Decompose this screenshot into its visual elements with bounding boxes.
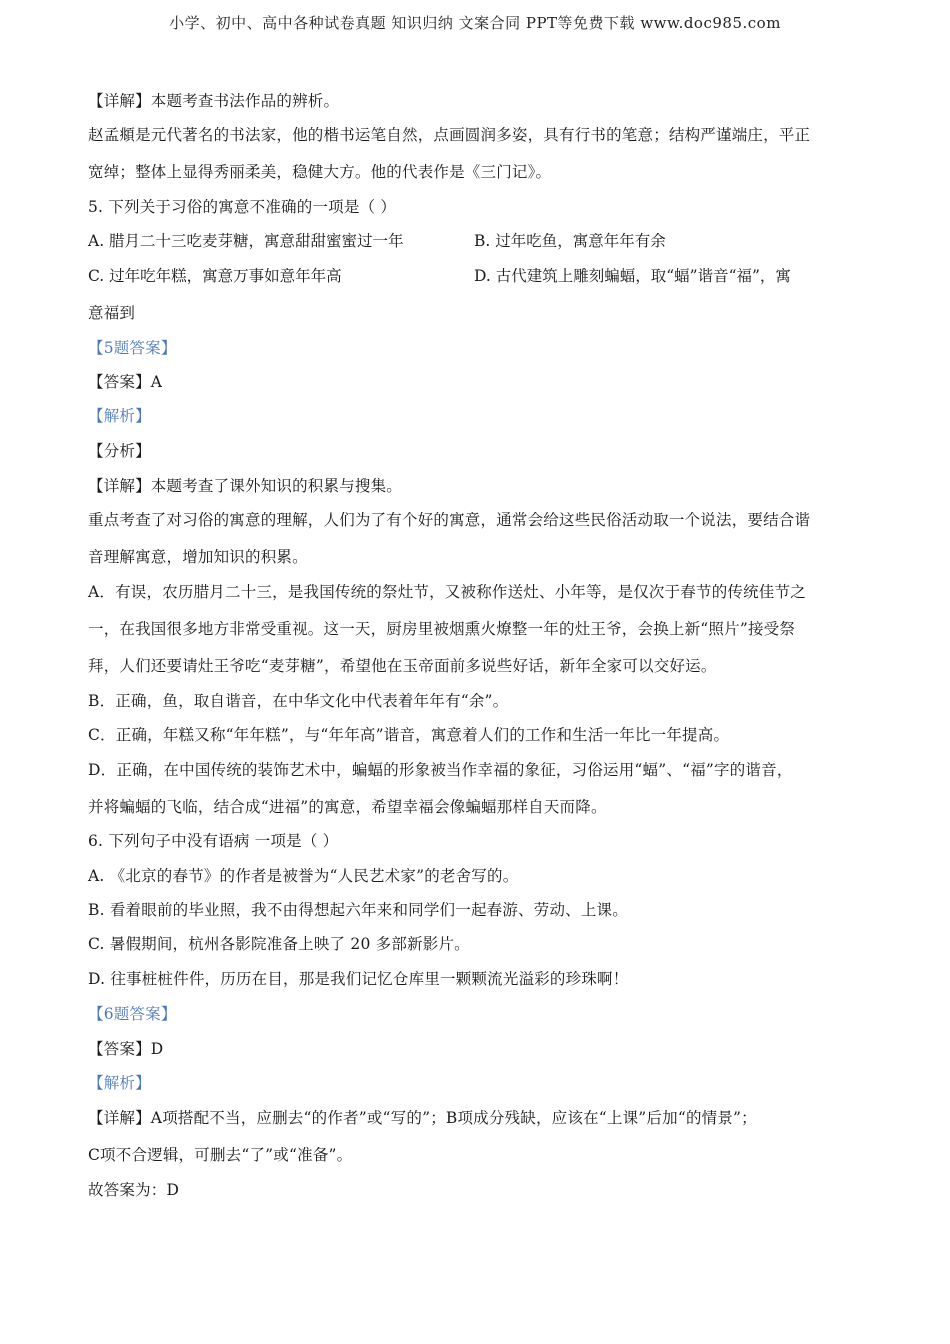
- page-header: 小学、初中、高中各种试卷真题 知识归纳 文案合同 PPT等免费下载 www.doc985.com: [169, 14, 781, 32]
- q6-conclusion: 故答案为：D: [88, 1181, 180, 1199]
- q5-explain-a-line3: 拜，人们还要请灶王爷吃“麦芽糖”，希望他在玉帝面前多说些好话，新年全家可以交好运。: [88, 657, 717, 675]
- q5-explain-c: C．正确，年糕又称“年年糕”，与“年年高”谐音，寓意着人们的工作和生活一年比一年提高。: [88, 726, 730, 744]
- question-6: 6. 下列句子中没有语病 一项是（ ）: [88, 832, 339, 850]
- q5-detail: 【详解】本题考查了课外知识的积累与搜集。: [88, 477, 403, 495]
- q5-explain-b: B．正确，鱼，取自谐音，在中华文化中代表着年年有“余”。: [88, 692, 509, 710]
- question-5: 5. 下列关于习俗的寓意不准确的一项是（ ）: [88, 198, 397, 216]
- q5-option-d-continued: 意福到: [88, 304, 136, 322]
- q6-option-b: B. 看着眼前的毕业照，我不由得想起六年来和同学们一起春游、劳动、上课。: [88, 901, 628, 919]
- q5-explain-a-line1: A．有误，农历腊月二十三，是我国传统的祭灶节，又被称作送灶、小年等，是仅次于春节的传统佳节之: [88, 583, 806, 601]
- q5-fenxi: 【分析】: [88, 442, 151, 460]
- q6-analysis-header: 【解析】: [88, 1074, 151, 1092]
- q5-option-b: B. 过年吃鱼，寓意年年有余: [474, 232, 666, 250]
- q6-answer-header: 【6题答案】: [88, 1005, 177, 1023]
- q5-analysis-header: 【解析】: [88, 407, 151, 425]
- q6-detail-line1: 【详解】A项搭配不当，应删去“的作者”或“写的”；B项成分残缺，应该在“上课”后加“的情景”；: [88, 1109, 757, 1127]
- q6-option-a: A. 《北京的春节》的作者是被誉为“人民艺术家”的老舍写的。: [88, 867, 519, 885]
- q5-option-a: A. 腊月二十三吃麦芽糖，寓意甜甜蜜蜜过一年: [88, 232, 404, 250]
- q6-detail-line2: C项不合逻辑，可删去“了”或“准备”。: [88, 1146, 353, 1164]
- prev-paragraph-line1: 赵孟頫是元代著名的书法家，他的楷书运笔自然，点画圆润多姿，具有行书的笔意；结构严谨端庄，平正: [88, 126, 811, 144]
- q6-answer: 【答案】D: [88, 1040, 164, 1058]
- prev-detail: 【详解】本题考查书法作品的辨析。: [88, 92, 340, 110]
- q5-explain-d-line1: D．正确，在中国传统的装饰艺术中，蝙蝠的形象被当作幸福的象征，习俗运用“蝠”、“福”字的谐音，: [88, 761, 793, 779]
- prev-paragraph-line2: 宽绰；整体上显得秀丽柔美，稳健大方。他的代表作是《三门记》。: [88, 163, 552, 181]
- q5-answer-header: 【5题答案】: [88, 339, 177, 357]
- q5-focus-line1: 重点考查了对习俗的寓意的理解，人们为了有个好的寓意，通常会给这些民俗活动取一个说法，要结合谐: [88, 511, 811, 529]
- q5-option-c: C. 过年吃年糕，寓意万事如意年年高: [88, 267, 342, 285]
- q5-answer: 【答案】A: [88, 373, 163, 391]
- q5-option-d: D. 古代建筑上雕刻蝙蝠，取“蝠”谐音“福”，寓: [474, 267, 791, 285]
- q5-focus-line2: 音理解寓意，增加知识的积累。: [88, 548, 308, 566]
- q6-option-d: D. 往事桩桩件件，历历在目，那是我们记忆仓库里一颗颗流光溢彩的珍珠啊！: [88, 970, 629, 988]
- q5-explain-d-line2: 并将蝙蝠的飞临，结合成“进福”的寓意，希望幸福会像蝙蝠那样自天而降。: [88, 798, 607, 816]
- q5-explain-a-line2: 一，在我国很多地方非常受重视。这一天，厨房里被烟熏火燎整一年的灶王爷，会换上新“照片”接受祭: [88, 620, 796, 638]
- q6-option-c: C. 暑假期间，杭州各影院准备上映了 20 多部新影片。: [88, 935, 470, 953]
